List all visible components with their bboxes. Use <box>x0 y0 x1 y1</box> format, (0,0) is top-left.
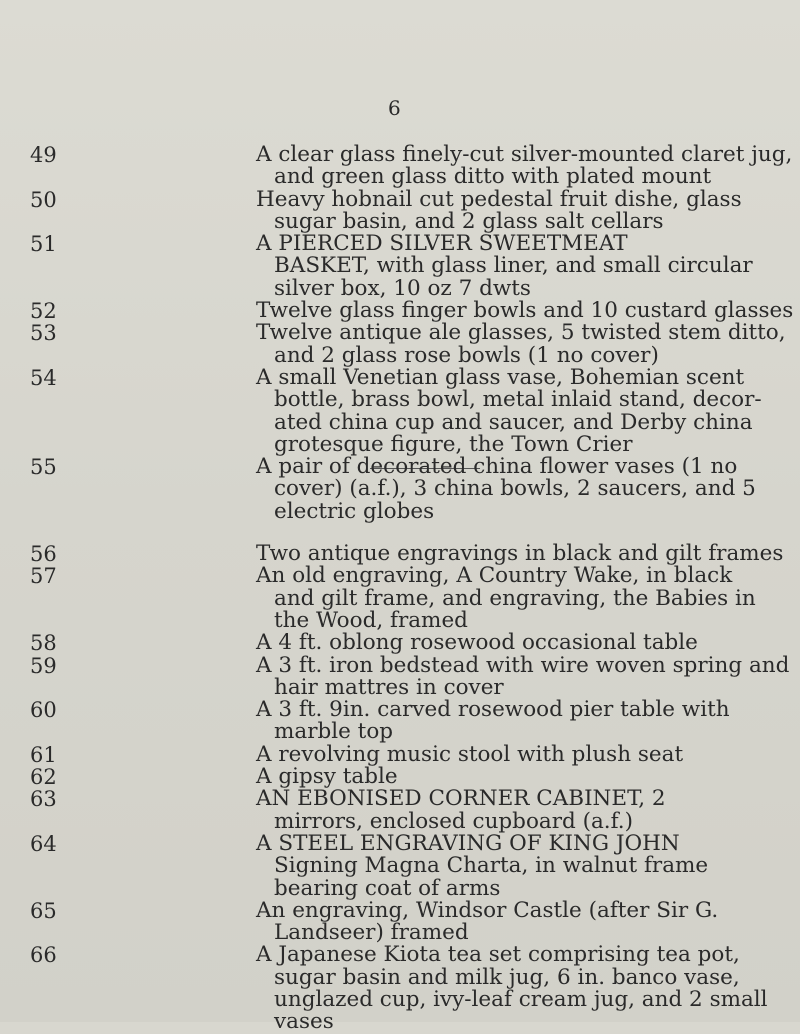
lot-description <box>256 944 776 1033</box>
lot-description-line: A 4 ft. oblong rosewood occasional table <box>256 630 698 656</box>
lot-description-line: BASKET, with glass liner, and small circular <box>274 253 753 279</box>
lot-item <box>0 632 800 654</box>
lot-description <box>256 565 776 632</box>
lot-description <box>256 233 776 300</box>
lot-description <box>256 741 776 767</box>
lot-description-line: A STEEL ENGRAVING OF KING JOHN <box>256 830 680 856</box>
lot-item <box>0 897 800 946</box>
lot-item <box>0 456 800 523</box>
lot-description-line: the Wood, framed <box>274 607 468 633</box>
lot-item <box>0 543 800 565</box>
lot-description-line: vases <box>274 1009 334 1034</box>
lot-description <box>256 186 776 234</box>
lot-item <box>0 300 800 322</box>
lot-description-line: An old engraving, A Country Wake, in black <box>256 563 733 589</box>
lot-number: 49 <box>30 143 57 167</box>
lot-list <box>0 144 800 1034</box>
lot-description <box>256 456 776 523</box>
lot-description-line: marble top <box>274 719 394 745</box>
lot-description-line: A PIERCED SILVER SWEETMEAT <box>256 231 628 257</box>
lot-description-line: mirrors, enclosed cupboard (a.f.) <box>274 808 634 834</box>
lot-description-line: A gipsy table <box>256 764 398 790</box>
lot-description-line: hair mattres in cover <box>274 674 504 700</box>
lot-description-line: Two antique engravings in black and gilt frames <box>256 541 784 567</box>
lot-description-line: unglazed cup, ivy-leaf cream jug, and 2 small <box>274 986 768 1012</box>
lot-number: 55 <box>30 455 57 480</box>
lot-description <box>256 364 776 457</box>
lot-item <box>0 144 800 189</box>
lot-number: 65 <box>30 898 57 923</box>
lot-number: 60 <box>30 698 57 723</box>
lot-number: 50 <box>30 187 57 212</box>
lot-item <box>0 233 800 300</box>
lot-number: 52 <box>30 299 57 324</box>
lot-item <box>0 652 800 700</box>
lot-description <box>256 699 776 744</box>
lot-description-line: Signing Magna Charta, in walnut frame <box>274 853 709 879</box>
lot-description-line: and 2 glass rose bowls (1 no cover) <box>274 342 659 368</box>
lot-description-line: sugar basin, and 2 glass salt cellars <box>274 208 664 234</box>
lot-item <box>0 766 800 788</box>
lot-description-line: A clear glass finely-cut silver-mounted claret jug, <box>256 142 793 167</box>
lot-description-line: sugar basin and milk jug, 6 in. banco vase, <box>274 964 740 990</box>
lot-number: 63 <box>30 787 57 812</box>
lot-description-line: Twelve antique ale glasses, 5 twisted stem ditto, <box>256 320 786 346</box>
lot-description-line: and green glass ditto with plated mount <box>274 164 712 190</box>
lot-description <box>256 788 776 833</box>
lot-description-line: Landseer) framed <box>274 920 469 946</box>
lot-description-line: Twelve glass finger bowls and 10 custard glasses <box>256 298 794 324</box>
lot-description-line: AN EBONISED CORNER CABINET, 2 <box>256 786 666 812</box>
lot-number: 64 <box>30 831 57 856</box>
lot-item <box>0 186 800 234</box>
lot-description <box>256 320 786 368</box>
lot-description-line: ated china cup and saucer, and Derby china <box>274 409 753 435</box>
lot-item <box>0 830 800 901</box>
lot-item <box>0 741 800 767</box>
lot-number: 66 <box>30 943 57 968</box>
lot-number: 58 <box>30 631 57 656</box>
lot-description-line: Heavy hobnail cut pedestal fruit dishe, glass <box>256 186 742 212</box>
lot-description-line: A pair of decorated china flower vases (1 no <box>256 454 738 480</box>
lot-description-line: and gilt frame, and engraving, the Babies in <box>274 585 756 611</box>
lot-description <box>256 766 776 788</box>
lot-description-line: An engraving, Windsor Castle (after Sir G. <box>256 897 719 923</box>
lot-description-line: bottle, brass bowl, metal inlaid stand, decor- <box>274 387 762 413</box>
lot-description-line: cover) (a.f.), 3 china bowls, 2 saucers, and 5 <box>274 476 756 502</box>
lot-description-line: silver box, 10 oz 7 dwts <box>274 275 531 301</box>
lot-description <box>256 142 793 190</box>
lot-item <box>0 788 800 833</box>
lot-item <box>0 944 800 1033</box>
lot-number: 51 <box>30 232 57 257</box>
lot-description-line: A small Venetian glass vase, Bohemian scent <box>256 364 745 390</box>
lot-number: 62 <box>30 765 57 790</box>
lot-item <box>0 565 800 632</box>
lot-number: 61 <box>30 742 57 767</box>
lot-description <box>256 897 776 946</box>
lot-number: 59 <box>30 653 57 678</box>
lot-number: 53 <box>30 321 57 346</box>
lot-description <box>256 652 790 700</box>
lot-number: 54 <box>30 365 57 390</box>
lot-description <box>256 541 784 567</box>
lot-description-line: A Japanese Kiota tea set comprising tea pot, <box>256 942 740 968</box>
lot-description-line: bearing coat of arms <box>274 875 501 901</box>
lot-number: 57 <box>30 564 57 589</box>
lot-description-line: A revolving music stool with plush seat <box>256 741 684 767</box>
lot-description <box>256 632 776 654</box>
lot-description-line: grotesque figure, the Town Crier <box>274 431 633 457</box>
lot-item <box>0 364 800 457</box>
lot-description-line: A 3 ft. 9in. carved rosewood pier table with <box>256 697 730 723</box>
lot-description-line: electric globes <box>274 498 435 524</box>
lot-description-line: A 3 ft. iron bedstead with wire woven spring and <box>256 652 790 678</box>
lot-description <box>256 298 794 324</box>
lot-description <box>256 830 776 901</box>
lot-item <box>0 322 800 367</box>
lot-item <box>0 699 800 744</box>
page-number: 6 <box>388 96 401 120</box>
lot-number: 56 <box>30 542 57 567</box>
